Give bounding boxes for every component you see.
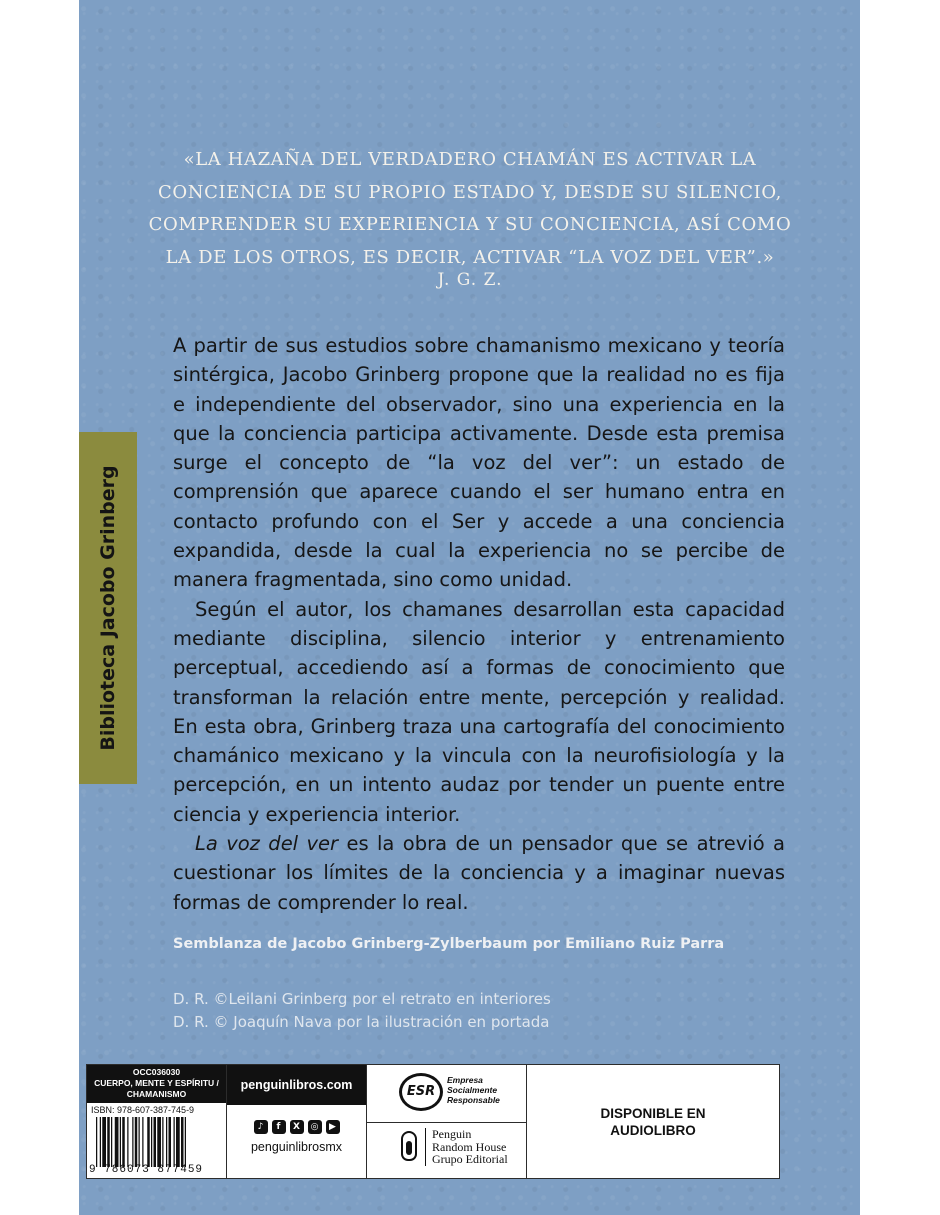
back-cover bbox=[79, 0, 860, 1215]
esr-line-3: Responsable bbox=[447, 1095, 500, 1105]
barcode-digits: 9 786073 877459 bbox=[89, 1164, 204, 1176]
image-credits bbox=[173, 988, 773, 1034]
tiktok-icon[interactable]: ♪ bbox=[254, 1120, 268, 1134]
biography-credit: Semblanza de Jacobo Grinberg-Zylberbaum por Emiliano Ruiz Parra bbox=[173, 936, 725, 952]
synopsis-paragraph-2: Según el autor, los chamanes desarrollan esta capacidad mediante disciplina, silencio interior y entrenamiento perceptual, accediendo así a formas de conocimiento que transforman la relación entre mente, percepción y realidad. En esta obra, Grinberg traza una cartografía del conocimiento chamánico mexicano y la vincula con la neurofisiología y la percepción, en un intento audaz por tender un puente entre ciencia y experiencia interior. bbox=[173, 597, 785, 826]
publisher-name bbox=[425, 1128, 508, 1166]
web-cell bbox=[227, 1065, 367, 1178]
synopsis-paragraph-3-text: es la obra de un pensador que se atrevió a cuestionar los límites de la conciencia y a imaginar nuevas formas de comprender lo real. bbox=[173, 832, 785, 914]
category-line-2: CHAMANISMO bbox=[126, 1089, 187, 1099]
synopsis bbox=[173, 331, 785, 917]
esr-logo: ESR bbox=[399, 1073, 443, 1111]
barcode-icon bbox=[95, 1117, 219, 1167]
facebook-icon[interactable]: f bbox=[272, 1120, 286, 1134]
instagram-icon[interactable]: ◎ bbox=[308, 1120, 322, 1134]
x-icon[interactable]: X bbox=[290, 1120, 304, 1134]
category-line-1: CUERPO, MENTE Y ESPÍRITU / bbox=[94, 1078, 219, 1088]
publisher-line-1: Penguin bbox=[432, 1127, 472, 1141]
esr-line-1: Empresa bbox=[447, 1075, 483, 1085]
website-link[interactable]: penguinlibros.com bbox=[227, 1065, 366, 1105]
epigraph-quote: «LA HAZAÑA DEL VERDADERO CHAMÁN ES ACTIVAR LA CONCIENCIA DE SU PROPIO ESTADO Y, DESDE SU SILENCIO, COMPRENDER SU EXPERIENCIA Y SU CONCIENCIA, ASÍ COMO LA DE LOS OTROS, ES DECIR, ACTIVAR “LA VOZ DEL VER”.» bbox=[148, 149, 792, 268]
audiobook-label: DISPONIBLE EN AUDIOLIBRO bbox=[600, 1105, 706, 1138]
synopsis-paragraph-3 bbox=[173, 829, 785, 917]
publisher-strip bbox=[86, 1064, 780, 1179]
esr-text bbox=[447, 1075, 500, 1105]
publisher-line-2: Random House bbox=[432, 1139, 507, 1154]
credit-portrait: D. R. ©Leilani Grinberg por el retrato en interiores bbox=[173, 990, 551, 1008]
credit-illustration: D. R. © Joaquín Nava por la ilustración en portada bbox=[173, 1013, 550, 1031]
esr-block bbox=[367, 1065, 526, 1123]
isbn-number: ISBN: 978-607-387-745-9 bbox=[91, 1105, 195, 1115]
series-label: Biblioteca Jacobo Grinberg bbox=[97, 465, 119, 751]
book-title-italic: La voz del ver bbox=[195, 832, 339, 856]
social-icons bbox=[227, 1120, 366, 1134]
category-box bbox=[87, 1065, 226, 1103]
isbn-cell bbox=[87, 1065, 227, 1178]
penguin-logo-icon bbox=[401, 1131, 417, 1161]
synopsis-paragraph-1: A partir de sus estudios sobre chamanismo mexicano y teoría sintérgica, Jacobo Grinberg propone que la realidad no es fija e independiente del observador, sino una experiencia en la que la conciencia participa activamente. Desde esta premisa surge el concepto de “la voz del ver”: un estado de comprensión que aparece cuando el ser humano entra en contacto profundo con el Ser y accede a una conciencia expandida, desde la cual la experiencia no se percibe de manera fragmentada, sino como unidad. bbox=[173, 334, 785, 592]
epigraph-author: J. G. Z. bbox=[437, 270, 503, 290]
category-code: OCC036030 bbox=[132, 1067, 181, 1077]
publisher-cell bbox=[367, 1065, 527, 1178]
series-band bbox=[79, 432, 137, 784]
esr-line-2: Socialmente bbox=[447, 1085, 498, 1095]
audiobook-cell bbox=[527, 1065, 779, 1178]
publisher-line-3: Grupo Editorial bbox=[432, 1152, 508, 1166]
social-handle[interactable]: penguinlibrosmx bbox=[250, 1140, 343, 1154]
youtube-icon[interactable]: ▶ bbox=[326, 1120, 340, 1134]
